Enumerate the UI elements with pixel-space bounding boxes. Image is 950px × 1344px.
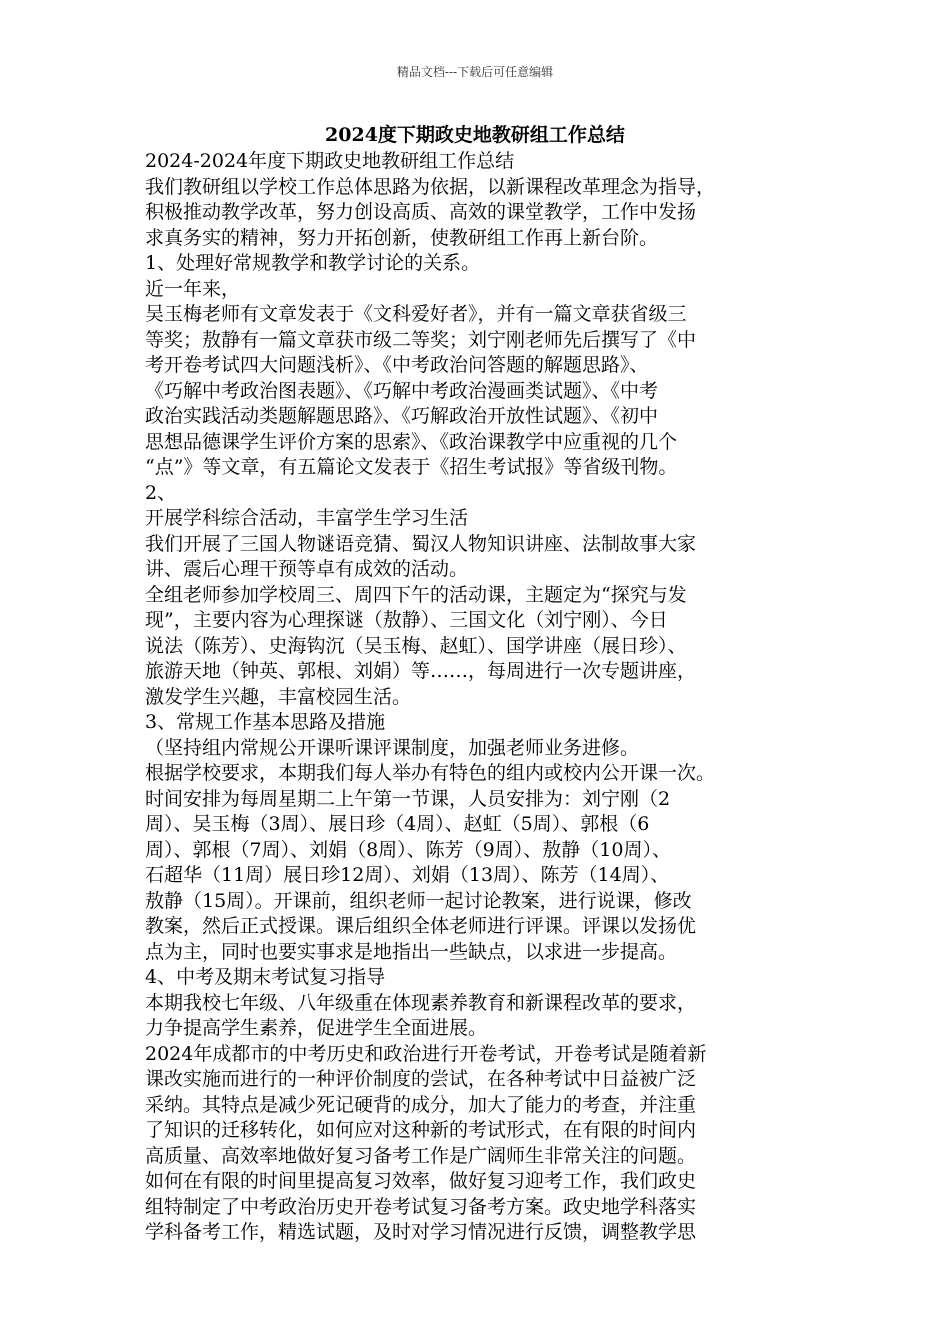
body-line: 如何在有限的时间里提高复习效率，做好复习迎考工作，我们政史	[145, 1170, 697, 1192]
body-line: 学科备考工作，精选试题，及时对学习情况进行反馈，调整教学思	[145, 1221, 697, 1243]
section-heading-1: 1、处理好常规教学和教学讨论的关系。	[145, 252, 481, 274]
body-line: 课改实施而进行的一种评价制度的尝试，在各种考试中日益被广泛	[145, 1068, 697, 1090]
body-line: 时间安排为每周星期二上午第一节课，人员安排为：刘宁刚（2	[145, 787, 671, 810]
body-line: “点”》等文章，有五篇论文发表于《招生考试报》等省级刊物。	[145, 456, 678, 478]
body-line: 全组老师参加学校周三、周四下午的活动课，主题定为“探究与发	[145, 583, 687, 606]
body-line: 点为主，同时也要实事求是地指出一些缺点，以求进一步提高。	[145, 940, 678, 963]
body-line: 教案，然后正式授课。课后组织全体老师进行评课。评课以发扬优	[145, 915, 697, 937]
body-line: 旅游天地（钟英、郭根、刘娟）等……，每周进行一次专题讲座，	[145, 660, 697, 682]
body-line: 了知识的迁移转化，如何应对这种新的考试形式，在有限的时间内	[145, 1119, 697, 1141]
body-line: 积极推动教学改革，努力创设高质、高效的课堂教学，工作中发扬	[145, 201, 697, 223]
section-heading-2: 开展学科综合活动，丰富学生学习生活	[145, 507, 469, 529]
body-line: 本期我校七年级、八年级重在体现素养教育和新课程改革的要求，	[145, 991, 697, 1014]
body-line: 2024年成都市的中考历史和政治进行开卷考试，开卷考试是随着新	[145, 1042, 707, 1065]
body-line: 《巧解中考政治图表题》、《巧解中考政治漫画类试题》、《中考	[145, 379, 659, 402]
body-line: 考开卷考试四大问题浅析》、《中考政治问答题的解题思路》、	[145, 354, 649, 376]
body-line: 周）、吴玉梅（3周）、展日珍（4周）、赵虹（5周）、郭根（6	[145, 813, 650, 835]
section-heading-3: 3、常规工作基本思路及措施	[145, 711, 386, 733]
body-line: 我们开展了三国人物谜语竞猜、蜀汉人物知识讲座、法制故事大家	[145, 532, 697, 555]
document-body	[145, 149, 813, 1246]
body-line: 吴玉梅老师有文章发表于《文科爱好者》，并有一篇文章获省级三	[145, 303, 687, 325]
body-line: 现”，主要内容为心理探谜（敖静）、三国文化（刘宁刚）、今日	[145, 609, 668, 631]
body-line: 采纳。其特点是减少死记硬背的成分，加大了能力的考查，并注重	[145, 1093, 697, 1116]
body-line: 求真务实的精神，努力开拓创新，使教研组工作再上新台阶。	[145, 226, 659, 249]
body-line: 2024-2024年度下期政史地教研组工作总结	[145, 150, 515, 172]
body-line: 敖静（15周）。开课前，组织老师一起讨论教案，进行说课，修改	[145, 889, 692, 912]
section-number-2: 2、	[145, 481, 177, 504]
body-line: 讲、震后心理干预等卓有成效的活动。	[145, 558, 469, 580]
body-line: 力争提高学生素养，促进学生全面进展。	[145, 1017, 488, 1039]
body-line: 高质量、高效率地做好复习备考工作是广阔师生非常关注的问题。	[145, 1144, 697, 1167]
body-line: 根据学校要求，本期我们每人举办有特色的组内或校内公开课一次。	[145, 762, 716, 784]
body-line: 政治实践活动类题解题思路》、《巧解政治开放性试题》、《初中	[145, 405, 659, 427]
body-line: （坚持组内常规公开课听课评课制度，加强老师业务进修。	[145, 736, 640, 759]
page-header: 精品文档---下载后可任意编辑	[396, 65, 554, 79]
body-line: 周）、郭根（7周）、刘娟（8周）、陈芳（9周）、敖静（10周）、	[145, 838, 671, 861]
body-line: 激发学生兴趣，丰富校园生活。	[145, 685, 412, 708]
body-line: 说法（陈芳）、史海钩沉（吴玉梅、赵虹）、国学讲座（展日珍）、	[145, 634, 687, 657]
body-line: 石超华（11周）展日珍12周）、刘娟（13周）、陈芳（14周）、	[145, 864, 670, 886]
section-heading-4: 4、中考及期末考试复习指导	[145, 966, 386, 988]
body-line: 组特制定了中考政治历史开卷考试复习备考方案。政史地学科落实	[145, 1195, 697, 1218]
body-line: 我们教研组以学校工作总体思路为依据，以新课程改革理念为指导，	[145, 175, 716, 198]
body-line: 等奖；敖静有一篇文章获市级二等奖；刘宁刚老师先后撰写了《中	[145, 328, 697, 351]
document-title: 2024度下期政史地教研组工作总结	[325, 124, 625, 146]
body-line: 思想品德课学生评价方案的思索》、《政治课教学中应重视的几个	[145, 430, 678, 453]
body-line: 近一年来，	[145, 277, 241, 300]
